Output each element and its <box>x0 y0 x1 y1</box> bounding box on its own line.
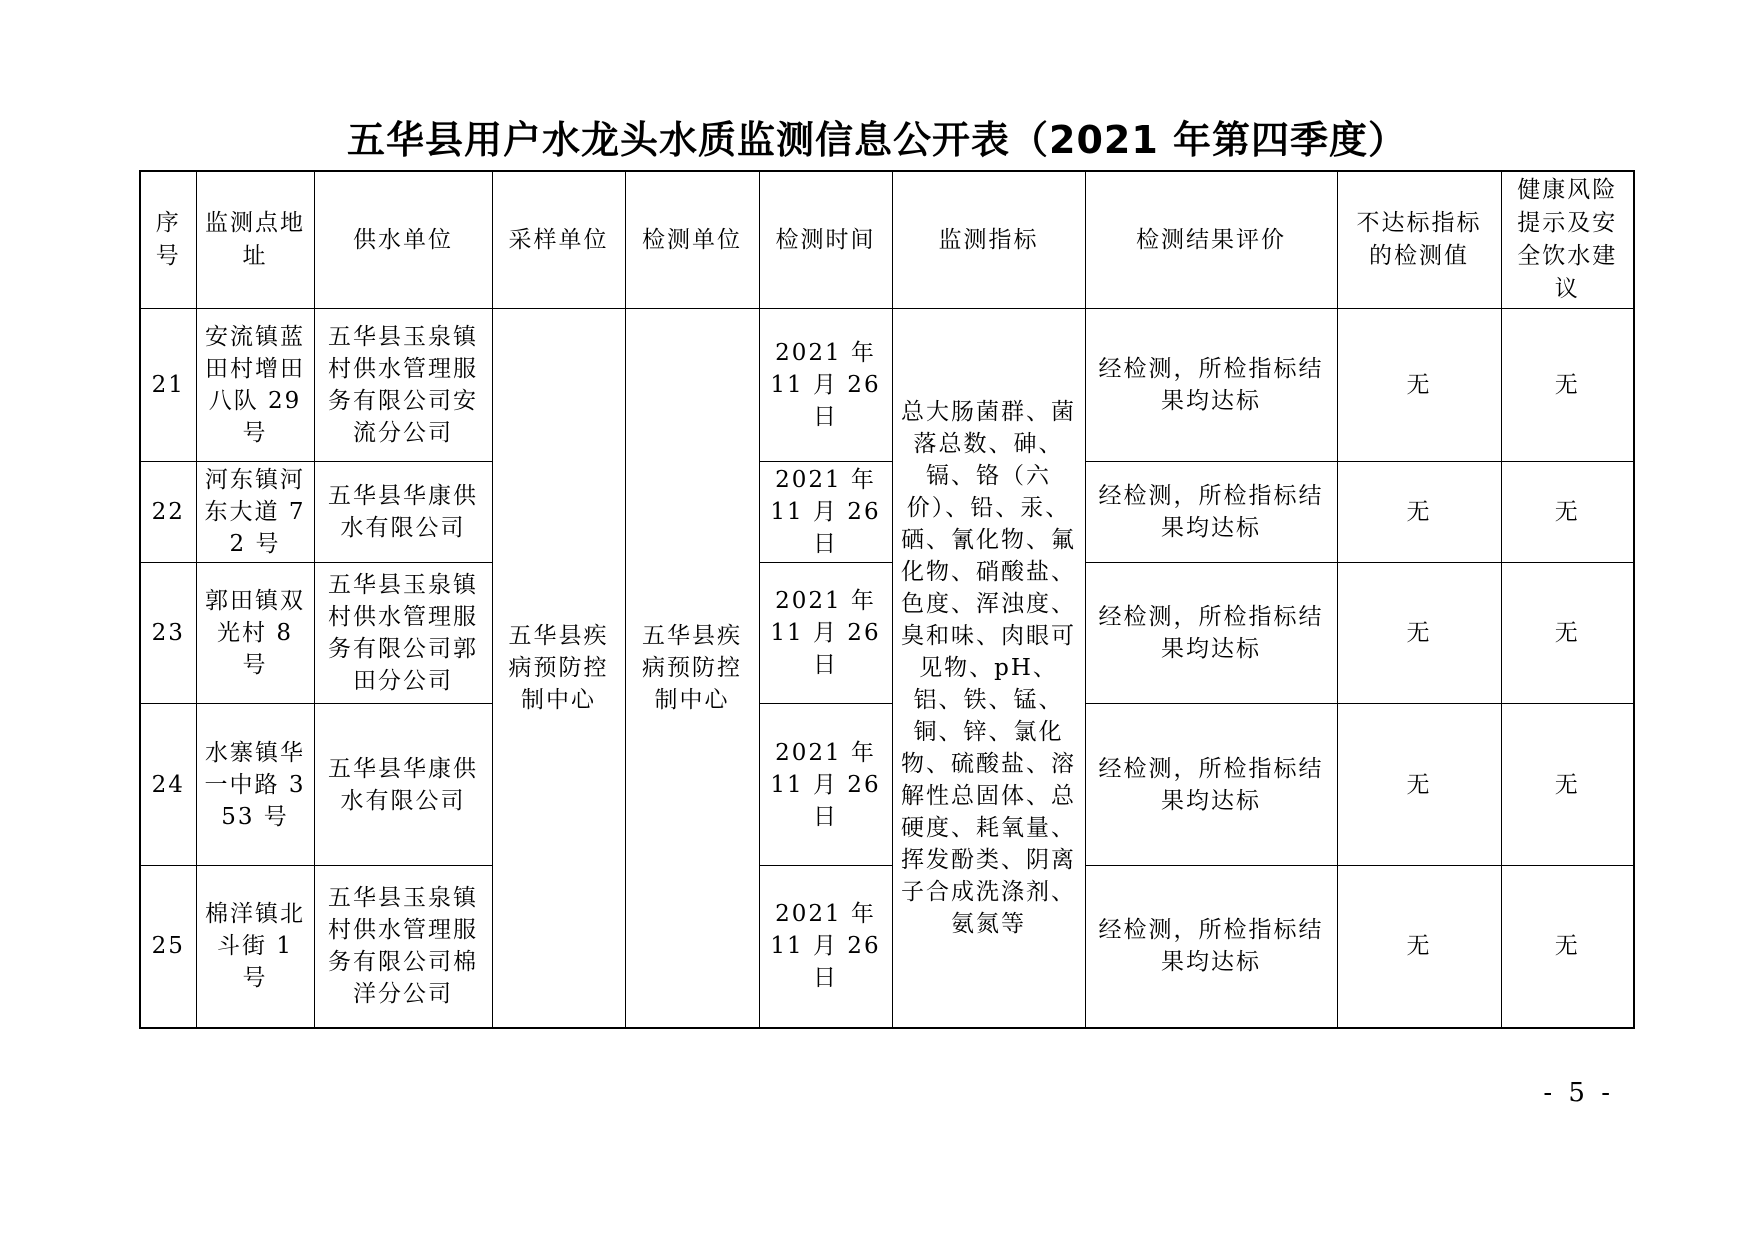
cell-seq: 23 <box>140 563 196 704</box>
cell-advice: 无 <box>1501 563 1634 704</box>
cell-time: 2021 年 11 月 26 日 <box>759 704 892 866</box>
header-supplier: 供水单位 <box>314 171 492 309</box>
cell-seq: 21 <box>140 309 196 462</box>
cell-site: 安流镇蓝田村增田八队 29 号 <box>196 309 314 462</box>
cell-advice: 无 <box>1501 309 1634 462</box>
table-row <box>140 309 1634 462</box>
cell-seq: 24 <box>140 704 196 866</box>
header-seq: 序号 <box>140 171 196 309</box>
cell-sampler: 五华县疾病预防控制中心 <box>492 309 625 1028</box>
header-site: 监测点地址 <box>196 171 314 309</box>
cell-site: 河东镇河东大道 72 号 <box>196 462 314 563</box>
cell-supplier: 五华县华康供水有限公司 <box>314 704 492 866</box>
cell-site: 水寨镇华一中路 353 号 <box>196 704 314 866</box>
cell-supplier: 五华县华康供水有限公司 <box>314 462 492 563</box>
header-sampler: 采样单位 <box>492 171 625 309</box>
cell-tester: 五华县疾病预防控制中心 <box>625 309 759 1028</box>
cell-nonstandard: 无 <box>1337 563 1501 704</box>
cell-evaluation: 经检测，所检指标结果均达标 <box>1085 309 1337 462</box>
header-evaluation: 检测结果评价 <box>1085 171 1337 309</box>
page-number: - 5 - <box>1543 1078 1614 1108</box>
page-title: 五华县用户水龙头水质监测信息公开表（2021 年第四季度） <box>347 118 1407 162</box>
header-nonstandard: 不达标指标的检测值 <box>1337 171 1501 309</box>
cell-time: 2021 年 11 月 26 日 <box>759 309 892 462</box>
cell-advice: 无 <box>1501 704 1634 866</box>
cell-advice: 无 <box>1501 866 1634 1028</box>
table-row <box>140 704 1634 866</box>
cell-supplier: 五华县玉泉镇村供水管理服务有限公司安流分公司 <box>314 309 492 462</box>
header-time: 检测时间 <box>759 171 892 309</box>
cell-evaluation: 经检测，所检指标结果均达标 <box>1085 866 1337 1028</box>
header-advice: 健康风险提示及安全饮水建议 <box>1501 171 1634 309</box>
cell-site: 棉洋镇北斗街 1 号 <box>196 866 314 1028</box>
table-header-row <box>140 171 1634 309</box>
cell-time: 2021 年 11 月 26 日 <box>759 462 892 563</box>
cell-evaluation: 经检测，所检指标结果均达标 <box>1085 704 1337 866</box>
cell-advice: 无 <box>1501 462 1634 563</box>
cell-nonstandard: 无 <box>1337 866 1501 1028</box>
cell-time: 2021 年 11 月 26 日 <box>759 563 892 704</box>
cell-seq: 22 <box>140 462 196 563</box>
cell-supplier: 五华县玉泉镇村供水管理服务有限公司郭田分公司 <box>314 563 492 704</box>
cell-evaluation: 经检测，所检指标结果均达标 <box>1085 563 1337 704</box>
table-row <box>140 563 1634 704</box>
cell-indicators: 总大肠菌群、菌落总数、砷、镉、铬（六价）、铅、汞、硒、氰化物、氟化物、硝酸盐、色度、浑浊度、臭和味、肉眼可见物、pH、铝、铁、锰、铜、锌、氯化物、硫酸盐、溶解性总固体、总硬度、耗氧量、挥发酚类、阴离子合成洗涤剂、氨氮等 <box>892 309 1085 1028</box>
cell-nonstandard: 无 <box>1337 309 1501 462</box>
header-indicators: 监测指标 <box>892 171 1085 309</box>
cell-evaluation: 经检测，所检指标结果均达标 <box>1085 462 1337 563</box>
water-quality-table <box>139 170 1635 1029</box>
cell-seq: 25 <box>140 866 196 1028</box>
cell-time: 2021 年 11 月 26 日 <box>759 866 892 1028</box>
cell-supplier: 五华县玉泉镇村供水管理服务有限公司棉洋分公司 <box>314 866 492 1028</box>
table-row <box>140 866 1634 1028</box>
table-row <box>140 462 1634 563</box>
header-tester: 检测单位 <box>625 171 759 309</box>
cell-nonstandard: 无 <box>1337 704 1501 866</box>
cell-nonstandard: 无 <box>1337 462 1501 563</box>
cell-site: 郭田镇双光村 8 号 <box>196 563 314 704</box>
